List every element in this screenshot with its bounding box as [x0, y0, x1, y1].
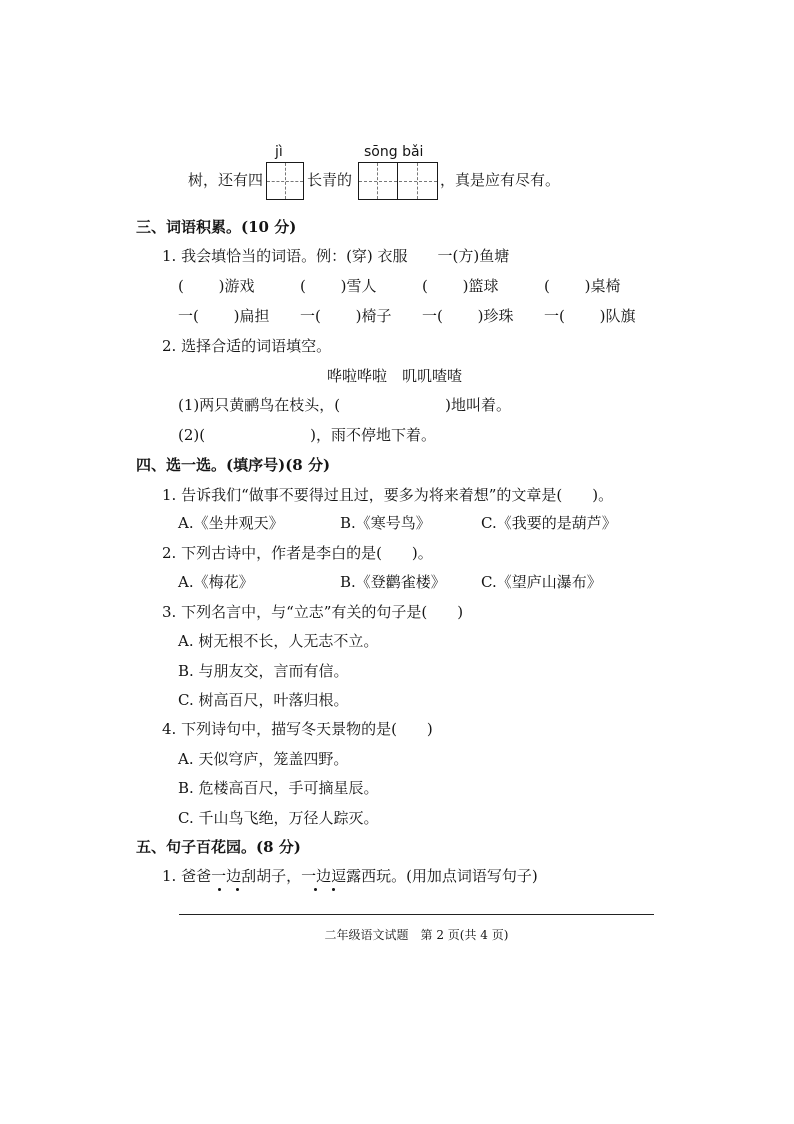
- s4-q2-option-b: B.《登鹳雀楼》: [340, 573, 446, 591]
- writing-box-songbai[interactable]: [358, 162, 438, 200]
- s4-q1-option-c: C.《我要的是葫芦》: [481, 514, 617, 532]
- section3-title: 三、词语积累。(10 分): [136, 218, 297, 236]
- top-line-part3: ，真是应有尽有。: [440, 171, 561, 189]
- top-line-part1: 树，还有四: [188, 171, 264, 189]
- s4-q3-option-c: C. 树高百尺，叶落归根。: [178, 691, 349, 709]
- s3-q1-row1-item1: ( )游戏: [178, 277, 255, 295]
- s4-q2-stem: 2. 下列古诗中，作者是李白的是( )。: [162, 544, 433, 562]
- s4-q1-option-a: A.《坐井观天》: [178, 514, 284, 532]
- s3-q1-row2-item4: 一( )队旗: [544, 307, 636, 325]
- pinyin-songbai: sōng bǎi: [364, 144, 424, 160]
- s4-q2-option-c: C.《望庐山瀑布》: [481, 573, 602, 591]
- pinyin-ji: jì: [275, 144, 283, 160]
- s4-q4-option-a: A. 天似穹庐，笼盖四野。: [178, 750, 349, 768]
- emphasis-dot: [218, 888, 221, 891]
- s3-q1-row1-item3: ( )篮球: [422, 277, 499, 295]
- writing-box-ji[interactable]: [266, 162, 304, 200]
- s4-q3-option-b: B. 与朋友交，言而有信。: [178, 662, 349, 680]
- s4-q4-option-b: B. 危楼高百尺，手可摘星辰。: [178, 779, 379, 797]
- s4-q1-option-b: B.《寒号鸟》: [340, 514, 431, 532]
- emphasis-dot: [332, 888, 335, 891]
- page-footer: 二年级语文试题 第 2 页(共 4 页): [324, 928, 509, 942]
- s4-q3-stem: 3. 下列名言中，与“立志”有关的句子是( ): [162, 603, 464, 621]
- s3-q1-row2-item2: 一( )椅子: [300, 307, 392, 325]
- section5-title: 五、句子百花园。(8 分): [136, 838, 301, 856]
- s3-q2-item1: (1)两只黄鹂鸟在枝头，( )地叫着。: [178, 396, 511, 414]
- footer-rule: [179, 914, 654, 915]
- section4-title: 四、选一选。(填序号)(8 分): [136, 456, 331, 474]
- s4-q4-stem: 4. 下列诗句中，描写冬天景物的是( ): [162, 720, 433, 738]
- s3-q1-row2-item1: 一( )扁担: [178, 307, 270, 325]
- s3-q2-item2: (2)( )，雨不停地下着。: [178, 426, 436, 444]
- emphasis-dot: [314, 888, 317, 891]
- s4-q3-option-a: A. 树无根不长，人无志不立。: [178, 632, 379, 650]
- s3-q1-row1-item2: ( )雪人: [300, 277, 377, 295]
- s3-q1-row2-item3: 一( )珍珠: [422, 307, 514, 325]
- s3-q1-row1-item4: ( )桌椅: [544, 277, 621, 295]
- s4-q1-stem: 1. 告诉我们“做事不要得过且过，要多为将来着想”的文章是( )。: [162, 486, 614, 504]
- emphasis-dot: [236, 888, 239, 891]
- top-line-part2: 长青的: [307, 171, 353, 189]
- s5-q1: 1. 爸爸一边刮胡子，一边逗露西玩。(用加点词语写句子): [162, 867, 538, 885]
- s3-q1-prompt: 1. 我会填恰当的词语。例：(穿) 衣服 一(方)鱼塘: [162, 247, 510, 265]
- s3-q2-prompt: 2. 选择合适的词语填空。: [162, 337, 332, 355]
- s3-q2-options: 哗啦哗啦 叽叽喳喳: [327, 367, 463, 385]
- s4-q2-option-a: A.《梅花》: [178, 573, 254, 591]
- s4-q4-option-c: C. 千山鸟飞绝，万径人踪灭。: [178, 809, 379, 827]
